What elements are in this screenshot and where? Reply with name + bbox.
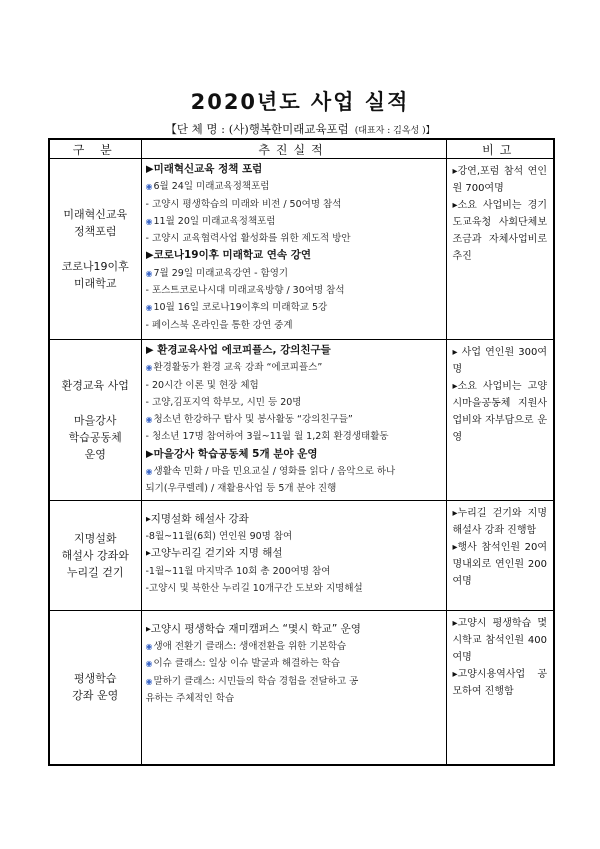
header-note: 비고 xyxy=(446,139,554,159)
progress-line xyxy=(146,230,442,247)
progress-text: - 고양시 교육협력사업 활성화를 위한 제도적 방안 xyxy=(145,233,351,245)
note-text: ▸고양시용역사업 공모하여 진행함 xyxy=(452,668,547,697)
progress-text: 환경활동가 환경 교육 강좌 “에코피플스” xyxy=(153,362,323,374)
progress-text: ▸고양시 평생학습 재미캠퍼스 “몇시 학교” 운영 xyxy=(145,622,361,635)
progress-line xyxy=(146,178,442,195)
progress-text: 이슈 클래스: 일상 이슈 발굴과 해결하는 학습 xyxy=(153,658,340,670)
progress-cell xyxy=(141,159,446,340)
progress-line xyxy=(146,690,442,707)
progress-text: 생애 전환기 클래스: 생애전환을 위한 기본학습 xyxy=(153,640,347,652)
progress-line xyxy=(146,342,442,359)
bullet-icon: ◉ xyxy=(145,467,153,477)
note-text: ▸소요 사업비는 경기도교육청 사회단체보조금과 자체사업비로 추진 xyxy=(452,200,547,262)
progress-line xyxy=(146,638,442,655)
progress-line xyxy=(146,299,442,316)
progress-text: -8월~11월(6회) 연인원 90명 참여 xyxy=(145,530,293,542)
note-cell xyxy=(446,340,554,501)
category-label: 해설사 강좌와 xyxy=(61,548,129,562)
note-text: ▸ 사업 연인원 300여명 xyxy=(452,347,547,375)
progress-text: - 청소년 17명 참여하여 3월~11월 월 1,2회 환경생태활동 xyxy=(145,431,389,443)
progress-line xyxy=(146,580,442,597)
category-label: 누리길 걷기 xyxy=(66,565,124,579)
category-label: 마을강사 xyxy=(73,413,117,427)
category-label: 학습공동체 xyxy=(68,430,122,444)
progress-line xyxy=(146,528,442,545)
note-text: ▸강연,포럼 참석 연인원 700여명 xyxy=(452,166,547,194)
bullet-icon: ◉ xyxy=(145,182,153,192)
note-cell xyxy=(446,610,554,765)
progress-line xyxy=(146,265,442,282)
bullet-icon: ◉ xyxy=(145,268,153,278)
category-label: 정책포럼 xyxy=(73,225,117,238)
category-label: 미래혁신교육 xyxy=(63,208,128,221)
bullet-icon: ◉ xyxy=(145,659,153,669)
progress-text: 유하는 주체적인 학습 xyxy=(145,692,235,704)
table-row xyxy=(49,610,554,765)
category-label xyxy=(50,240,141,258)
category-cell xyxy=(49,500,141,610)
progress-line xyxy=(146,511,442,528)
progress-text: -1월~11월 마지막주 10회 총 200여명 참여 xyxy=(145,565,331,577)
progress-text: 11월 20일 미래교육정책포럼 xyxy=(153,215,276,227)
progress-line xyxy=(146,247,442,264)
document-title: 2020년도 사업 실적 xyxy=(190,90,410,114)
progress-text: 6월 24일 미래교육정책포럼 xyxy=(153,181,270,193)
category-label: 코로나19이후 xyxy=(61,260,129,273)
category-label: 강좌 운영 xyxy=(72,689,119,703)
bullet-icon: ◉ xyxy=(145,415,153,425)
bullet-icon: ◉ xyxy=(145,641,153,651)
note-text: ▸소요 사업비는 고양시마을공동체 지원사업비와 자부담으로 운영 xyxy=(452,381,547,443)
progress-text: -고양시 및 북한산 누리길 10개구간 도보와 지명해설 xyxy=(145,582,363,594)
progress-line xyxy=(146,613,442,621)
progress-text: ▶ 환경교육사업 에코피플스, 강의친구들 xyxy=(145,344,331,356)
note-text: ▸누리길 걷기와 지명해설사 강좌 진행함 xyxy=(452,507,547,536)
progress-line xyxy=(146,359,442,376)
progress-cell xyxy=(141,610,446,765)
bullet-icon: ◉ xyxy=(145,363,153,373)
progress-line xyxy=(146,317,442,334)
progress-line xyxy=(146,411,442,428)
progress-line xyxy=(146,428,442,445)
header-row xyxy=(49,139,554,159)
progress-line xyxy=(146,161,442,178)
progress-line xyxy=(146,621,442,638)
progress-line xyxy=(146,480,442,497)
progress-line xyxy=(146,213,442,230)
category-label: 지명설화 xyxy=(73,531,117,545)
progress-text: 되기(우쿠렐레) / 재활용사업 등 5개 분야 진행 xyxy=(145,483,337,495)
note-text: ▸고양시 평생학습 몇시학교 참석인원 400여명 xyxy=(452,617,547,663)
bullet-icon: ◉ xyxy=(145,216,153,226)
progress-text: 7월 29일 미래교육강연 - 함영기 xyxy=(153,267,289,279)
progress-line xyxy=(146,463,442,480)
progress-line xyxy=(146,282,442,299)
progress-text: ▶코로나19이후 미래학교 연속 강연 xyxy=(145,249,312,262)
category-cell xyxy=(49,610,141,765)
note-cell xyxy=(446,500,554,610)
progress-line xyxy=(146,545,442,562)
category-label: 운영 xyxy=(84,447,106,461)
progress-text: 청소년 한강하구 탐사 및 봉사활동 “강의친구들” xyxy=(153,414,353,426)
performance-table xyxy=(48,138,555,766)
note-cell xyxy=(446,159,554,340)
progress-line xyxy=(146,446,442,463)
bullet-icon: ◉ xyxy=(145,303,153,313)
progress-line xyxy=(146,377,442,394)
representative: (대표자 : 김옥성 )】 xyxy=(354,126,435,136)
progress-text: ▸고양누리길 걷기와 지명 해설 xyxy=(145,547,283,560)
organization-name: 【단 체 명 : (사)행복한미래교육포럼 xyxy=(165,122,349,136)
progress-text: ▶미래혁신교육 정책 포럼 xyxy=(145,163,263,175)
progress-text: 말하기 클래스: 시민들의 학습 경험을 전달하고 공 xyxy=(153,675,359,687)
progress-line xyxy=(146,394,442,411)
category-label xyxy=(50,394,141,412)
category-label: 미래학교 xyxy=(73,277,117,290)
note-text: ▸행사 참석인원 20여명내외로 연인원 200여명 xyxy=(452,541,547,587)
progress-text: - 페이스북 온라인을 통한 강연 중계 xyxy=(145,319,293,331)
header-category: 구 분 xyxy=(49,139,141,159)
category-cell xyxy=(49,340,141,501)
progress-text: 10월 16일 코로나19이후의 미래학교 5강 xyxy=(153,302,328,314)
category-cell xyxy=(49,159,141,340)
bullet-icon: ◉ xyxy=(145,676,153,686)
category-label: 환경교육 사업 xyxy=(61,378,129,392)
table-row xyxy=(49,500,554,610)
progress-text: - 20시간 이론 및 현장 체험 xyxy=(145,379,259,391)
progress-line xyxy=(146,196,442,213)
table-row xyxy=(49,159,554,340)
progress-line xyxy=(146,563,442,580)
progress-line xyxy=(146,503,442,511)
category-label: 평생학습 xyxy=(73,672,117,686)
organization-line xyxy=(0,121,600,137)
progress-line xyxy=(146,655,442,672)
progress-text: - 고양,김포지역 학부모, 시민 등 20명 xyxy=(145,396,302,408)
progress-text: ▶마을강사 학습공동체 5개 분야 운영 xyxy=(145,447,318,460)
header-progress: 추진실적 xyxy=(141,139,446,159)
table-row xyxy=(49,340,554,501)
progress-line xyxy=(146,673,442,690)
progress-cell xyxy=(141,500,446,610)
progress-text: ▸지명설화 해설사 강좌 xyxy=(145,512,249,525)
progress-cell xyxy=(141,340,446,501)
progress-text: - 포스트코로나시대 미래교육방향 / 30여명 참석 xyxy=(145,285,345,297)
progress-text: 생활속 민화 / 마을 민요교실 / 영화를 읽다 / 음악으로 하나 xyxy=(153,466,396,478)
progress-text: - 고양시 평생학습의 미래와 비전 / 50여명 참석 xyxy=(145,198,342,210)
